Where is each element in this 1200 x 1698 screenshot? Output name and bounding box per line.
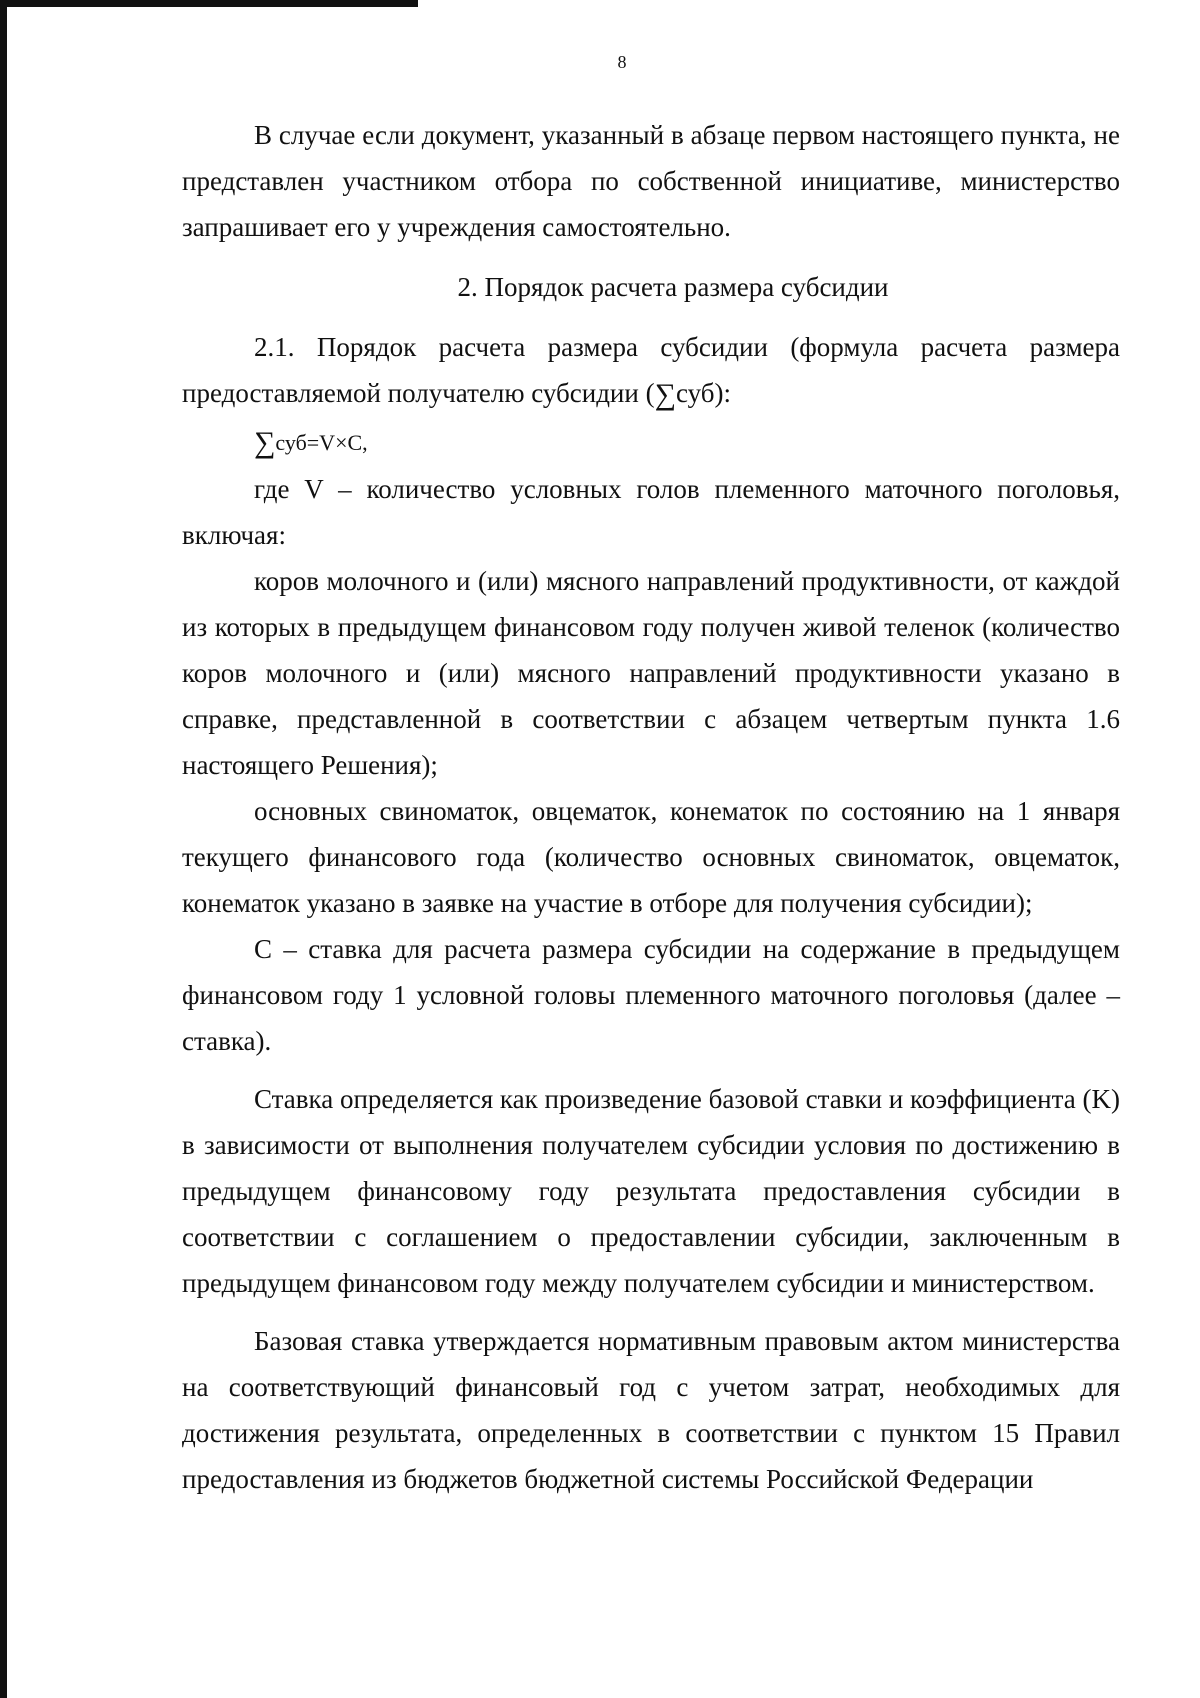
sum-subscript: суб bbox=[675, 378, 715, 408]
paragraph-calc-order bbox=[182, 324, 1120, 418]
calc-order-close: ): bbox=[714, 378, 731, 408]
paragraph-rate: Ставка определяется как произведение базовой ставки и коэффициента (K) в зависимости от выполнения получателем субсидии условия по достижению в предыдущем финансовому году результата предоставления субсидии в соответствии с соглашением о предоставлении субсидии, заключенным в предыдущем финансовом году между получателем субсидии и министерством. bbox=[182, 1084, 1120, 1298]
calc-order-text: 2.1. Порядок расчета размера субсидии (формула расчета размера предоставляемой получателю субсидии ( bbox=[182, 332, 1120, 408]
paragraph-c-definition: C – ставка для расчета размера субсидии на содержание в предыдущем финансовом году 1 условной головы племенного маточного поголовья (далее – ставка). bbox=[182, 934, 1120, 1056]
formula-text: суб=V×C, bbox=[275, 430, 368, 455]
paragraph-v-definition: где V – количество условных голов племенного маточного поголовья, включая: bbox=[182, 474, 1120, 550]
formula-sum-symbol: ∑ bbox=[254, 426, 276, 459]
page-number: 8 bbox=[617, 52, 627, 72]
document-body bbox=[182, 112, 1120, 1502]
sum-symbol: ∑ bbox=[654, 378, 676, 411]
paragraph-sows: основных свиноматок, овцематок, конематок по состоянию на 1 января текущего финансового года (количество основных свиноматок, овцематок, конематок указано в заявке на участие в отборе для получения субсидии); bbox=[182, 796, 1120, 918]
paragraph-request-document: В случае если документ, указанный в абзаце первом настоящего пункта, не представлен участником отбора по собственной инициативе, министерство запрашивает его у учреждения самостоятельно. bbox=[182, 120, 1120, 242]
scan-border-left bbox=[0, 0, 7, 1698]
paragraph-base-rate: Базовая ставка утверждается нормативным правовым актом министерства на соответствующий финансовый год с учетом затрат, необходимых для достижения результата, определенных в соответствии с пунктом 15 Правил предоставления из бюджетов бюджетной системы Российской Федерации bbox=[182, 1326, 1120, 1494]
section-heading: 2. Порядок расчета размера субсидии bbox=[457, 272, 889, 302]
scan-border-top bbox=[0, 0, 418, 7]
paragraph-cows: коров молочного и (или) мясного направлений продуктивности, от каждой из которых в предыдущем финансовом году получен живой теленок (количество коров молочного и (или) мясного направлений продуктивности указано в справке, представленной в соответствии с абзацем четвертым пункта 1.6 настоящего Решения); bbox=[182, 566, 1120, 780]
formula bbox=[182, 418, 1120, 466]
